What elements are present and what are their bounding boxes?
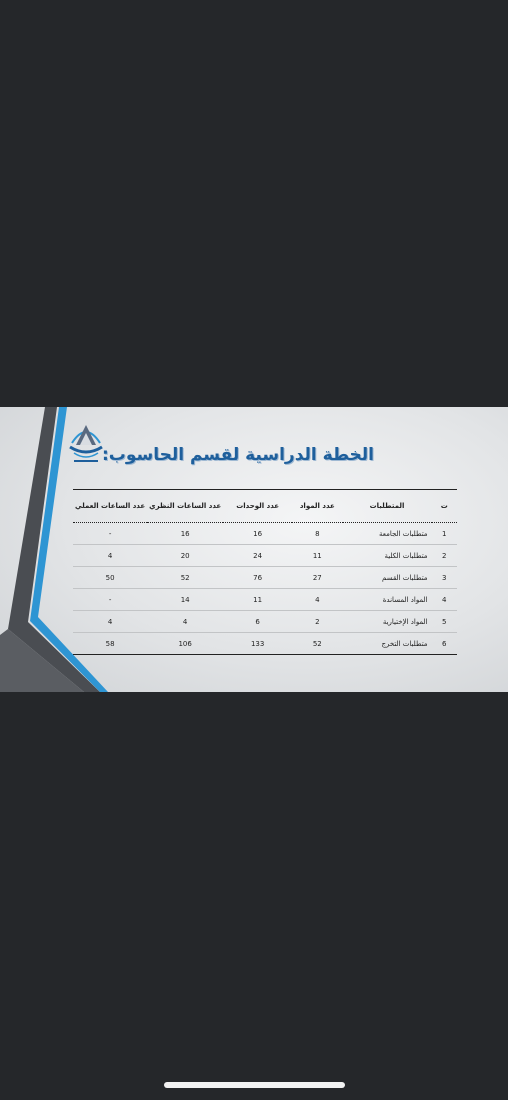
slide-title: الخطة الدراسية لقسم الحاسوب: [101, 445, 374, 465]
cell-theory: 14 [147, 589, 223, 611]
cell-subjects: 8 [292, 523, 342, 545]
cell-num: 4 [432, 589, 457, 611]
cell-practical: - [73, 523, 147, 545]
cell-subjects: 11 [292, 545, 342, 567]
cell-requirement: متطلبات الكلية [343, 545, 432, 567]
cell-subjects: 27 [292, 567, 342, 589]
cell-practical: 4 [73, 545, 147, 567]
cell-theory: 16 [147, 523, 223, 545]
cell-num: 5 [432, 611, 457, 633]
header-theory-hours: عدد الساعات النظري [147, 490, 223, 523]
header-requirements: المتطلبات [343, 490, 432, 523]
table-header-row [73, 490, 457, 523]
header-practical-hours: عدد الساعات العملي [73, 490, 147, 523]
cell-num: 2 [432, 545, 457, 567]
cell-subjects: 52 [292, 633, 342, 655]
header-num: ت [432, 490, 457, 523]
table-row [73, 567, 457, 589]
cell-subjects: 2 [292, 611, 342, 633]
home-indicator[interactable] [164, 1082, 345, 1088]
cell-units: 133 [223, 633, 292, 655]
cell-num: 3 [432, 567, 457, 589]
cell-requirement: متطلبات الجامعة [343, 523, 432, 545]
cell-requirement: المواد الإختيارية [343, 611, 432, 633]
university-logo-icon [66, 413, 106, 467]
header-units-count: عدد الوحدات [223, 490, 292, 523]
cell-practical: 58 [73, 633, 147, 655]
cell-units: 76 [223, 567, 292, 589]
header-subjects-count: عدد المواد [292, 490, 342, 523]
cell-theory: 4 [147, 611, 223, 633]
table-row [73, 523, 457, 545]
table-row [73, 633, 457, 655]
cell-theory: 20 [147, 545, 223, 567]
cell-practical: 50 [73, 567, 147, 589]
table-row [73, 611, 457, 633]
cell-theory: 106 [147, 633, 223, 655]
cell-num: 6 [432, 633, 457, 655]
cell-theory: 52 [147, 567, 223, 589]
cell-units: 6 [223, 611, 292, 633]
cell-units: 24 [223, 545, 292, 567]
cell-units: 11 [223, 589, 292, 611]
cell-requirement: متطلبات التخرج [343, 633, 432, 655]
cell-subjects: 4 [292, 589, 342, 611]
cell-practical: 4 [73, 611, 147, 633]
study-plan-table [73, 489, 457, 655]
table-row [73, 545, 457, 567]
cell-requirement: متطلبات القسم [343, 567, 432, 589]
table-row [73, 589, 457, 611]
cell-practical: - [73, 589, 147, 611]
cell-requirement: المواد المساندة [343, 589, 432, 611]
cell-num: 1 [432, 523, 457, 545]
cell-units: 16 [223, 523, 292, 545]
slide-image [0, 407, 508, 692]
